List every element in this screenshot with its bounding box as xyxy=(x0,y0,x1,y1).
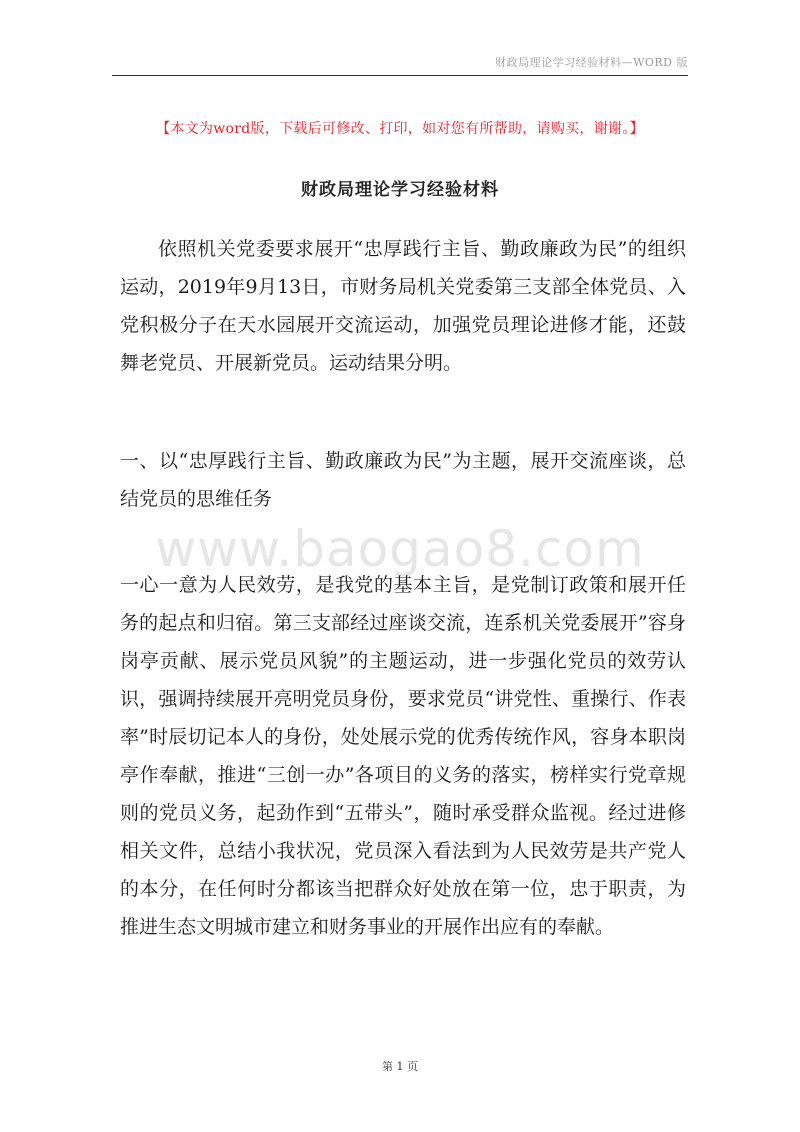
running-header: 财政局理论学习经验材料—WORD 版 xyxy=(495,56,688,69)
intro-paragraph: 依照机关党委要求展开“忠厚践行主旨、勤政廉政为民”的组织运动，2019年9月13日，市财务局机关党委第三支部全体党员、入党积极分子在天水园展开交流运动，加强党员理论进修才能，还鼓舞老党员、开展新党员。运动结果分明。 xyxy=(120,238,686,374)
watermark: www.baogao8.com xyxy=(155,520,645,578)
section-heading-paragraph: 一、以“忠厚践行主旨、勤政廉政为民”为主题，展开交流座谈，总结党员的思维任务 xyxy=(120,450,686,510)
body-paragraph: 一心一意为人民效劳，是我党的基本主旨，是党制订政策和展开任务的起点和归宿。第三支部经过座谈交流，连系机关党委展开”容身岗亭贡献、展示党员风貌”的主题运动，进一步强化党员的效劳认识，强调持续展开亮明党员身份，要求党员“讲党性、重操行、作表率”时辰切记本人的身份，处处展示党的优秀传统作风，容身本职岗亭作奉献，推进“三创一办”各项目的义务的落实，榜样实行党章规则的党员义务，起劲作到“五带头”，随时承受群众监视。经过进修相关文件，总结小我状况，党员深入看法到为人民效劳是共产党人的本分，在任何时分都该当把群众好处放在第一位，忠于职责，为推进生态文明城市建立和财务事业的开展作出应有的奉献。 xyxy=(120,574,686,938)
header-divider xyxy=(112,75,688,76)
page-number: 第 1 页 xyxy=(382,1060,418,1073)
purchase-notice: 【本文为word版，下载后可修改、打印，如对您有所帮助，请购买，谢谢。】 xyxy=(156,121,644,137)
document-title: 财政局理论学习经验材料 xyxy=(301,180,499,200)
